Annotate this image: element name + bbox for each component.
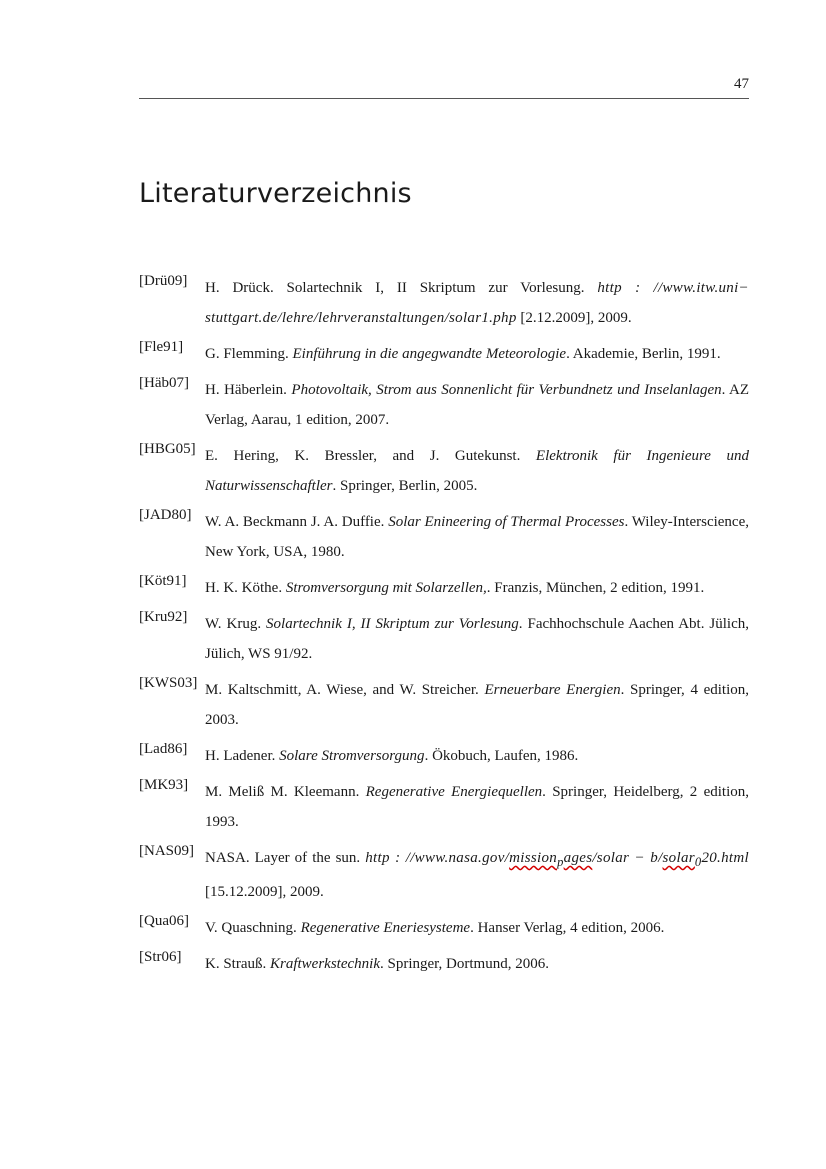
citation-tail: . Wiley-Interscience, New York, USA, 1980.	[205, 514, 749, 560]
citation-tail: . Ökobuch, Laufen, 1986.	[424, 748, 579, 764]
bibliography-entry	[139, 949, 749, 979]
bibliography-entry	[139, 273, 749, 333]
citation-authors: H. Drück. Solartechnik I, II Skriptum zur Vorlesung.	[205, 280, 598, 296]
bibliography-entry	[139, 441, 749, 501]
citation-key: [MK93]	[139, 777, 189, 793]
citation-authors: E. Hering, K. Bressler, and J. Gutekunst.	[205, 448, 536, 464]
citation-authors: V. Quaschning.	[205, 920, 301, 936]
citation-authors: M. Meliß M. Kleemann.	[205, 784, 366, 800]
bibliography-entry	[139, 375, 749, 435]
spell-error-word[interactable]: solar	[662, 850, 695, 866]
spell-error-word[interactable]: mission	[509, 850, 558, 866]
citation-url: http : //www.itw.uni−	[597, 280, 749, 296]
citation-tail: . Franzis, München, 2 edition, 1991.	[486, 580, 705, 596]
citation-authors: H. K. Köthe.	[205, 580, 286, 596]
bibliography-entry	[139, 741, 749, 771]
citation-text	[205, 441, 749, 501]
citation-tail: . Springer, Berlin, 2005.	[332, 478, 478, 494]
citation-text	[205, 741, 749, 771]
citation-authors: G. Flemming.	[205, 346, 293, 362]
citation-title: Erneuerbare Energien	[484, 682, 621, 698]
citation-text	[205, 609, 749, 669]
citation-title: Regenerative Energiequellen	[365, 784, 543, 800]
bibliography-list	[139, 273, 749, 979]
citation-authors: K. Strauß.	[205, 956, 270, 972]
citation-key: [Häb07]	[139, 375, 189, 391]
citation-title: Kraftwerkstechnik	[270, 956, 380, 972]
citation-text	[205, 507, 749, 567]
citation-text	[205, 375, 749, 435]
url-subscript: 0	[694, 855, 702, 869]
citation-tail: [2.12.2009], 2009.	[516, 310, 632, 326]
url-part: /solar − b/	[592, 850, 663, 866]
citation-key: [JAD80]	[139, 507, 192, 523]
citation-title: Solartechnik I, II Skriptum zur Vorlesung	[266, 616, 519, 632]
citation-key: [KWS03]	[139, 675, 198, 691]
citation-url	[365, 850, 749, 869]
url-part: 20.html	[701, 850, 749, 866]
citation-text	[205, 573, 749, 603]
citation-text	[205, 339, 749, 369]
bibliography-entry	[139, 573, 749, 603]
citation-authors: M. Kaltschmitt, A. Wiese, and W. Streicher.	[205, 682, 485, 698]
citation-tail: . Springer, Heidelberg, 2 edition, 1993.	[205, 784, 749, 830]
citation-tail: . AZ Verlag, Aarau, 1 edition, 2007.	[205, 382, 750, 428]
citation-key: [Qua06]	[139, 913, 189, 929]
citation-tail: . Akademie, Berlin, 1991.	[566, 346, 721, 362]
citation-url: stuttgart.de/lehre/lehrveranstaltungen/solar1.php	[205, 310, 517, 326]
citation-key: [HBG05]	[139, 441, 196, 457]
citation-title: Einführung in die angegwandte Meteorologie	[292, 346, 567, 362]
citation-title: Solar Enineering of Thermal Processes	[388, 514, 625, 530]
bibliography-entry	[139, 507, 749, 567]
bibliography-entry	[139, 675, 749, 735]
citation-title: Solare Stromversorgung	[279, 748, 425, 764]
citation-key: [Fle91]	[139, 339, 184, 355]
citation-tail: . Springer, Dortmund, 2006.	[379, 956, 549, 972]
citation-authors: H. Häberlein.	[205, 382, 292, 398]
citation-key: [Kru92]	[139, 609, 188, 625]
citation-authors: W. Krug.	[205, 616, 267, 632]
citation-text	[205, 843, 749, 907]
citation-authors: NASA. Layer of the sun.	[205, 850, 366, 866]
citation-text	[205, 675, 749, 735]
bibliography-entry	[139, 609, 749, 669]
citation-key: [Köt91]	[139, 573, 187, 589]
citation-title: Stromversorgung mit Solarzellen,	[285, 580, 487, 596]
citation-text	[205, 913, 749, 943]
citation-tail: . Springer, 4 edition, 2003.	[205, 682, 750, 728]
bibliography-entry	[139, 913, 749, 943]
citation-text	[205, 949, 749, 979]
bibliography-entry	[139, 339, 749, 369]
url-subscript: p	[557, 855, 564, 869]
citation-title: Regenerative Eneriesysteme	[300, 920, 471, 936]
citation-authors: H. Ladener.	[205, 748, 280, 764]
citation-title: Photovoltaik, Strom aus Sonnenlicht für Verbundnetz und Inselanlagen	[291, 382, 722, 398]
citation-key: [Lad86]	[139, 741, 188, 757]
citation-text	[205, 273, 749, 333]
page-number: 47	[734, 76, 749, 92]
bibliography-entry	[139, 777, 749, 837]
citation-key: [Drü09]	[139, 273, 188, 289]
chapter-title: Literaturverzeichnis	[139, 178, 412, 209]
citation-text	[205, 777, 749, 837]
citation-tail: . Hanser Verlag, 4 edition, 2006.	[470, 920, 665, 936]
bibliography-entry	[139, 843, 749, 907]
url-part: http : //www.nasa.gov/	[365, 850, 510, 866]
citation-authors: W. A. Beckmann J. A. Duffie.	[205, 514, 389, 530]
citation-key: [NAS09]	[139, 843, 194, 859]
citation-title: Elektronik für Ingenieure und Naturwissenschaftler	[205, 448, 750, 494]
header-rule	[139, 98, 749, 99]
spell-error-word[interactable]: ages	[563, 850, 593, 866]
citation-tail: [15.12.2009], 2009.	[205, 884, 324, 900]
citation-tail: . Fachhochschule Aachen Abt. Jülich, Jülich, WS 91/92.	[205, 616, 749, 662]
citation-key: [Str06]	[139, 949, 182, 965]
